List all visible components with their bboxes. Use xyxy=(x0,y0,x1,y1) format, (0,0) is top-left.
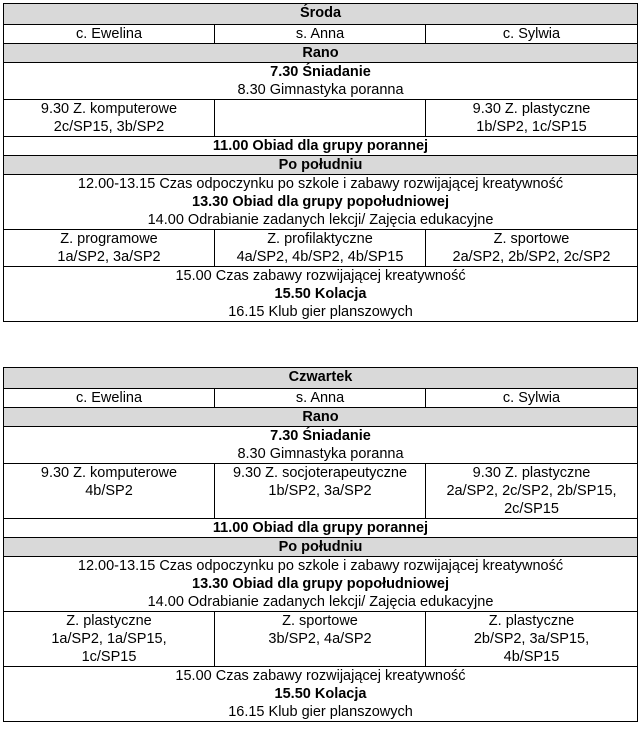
afternoon-class-2 xyxy=(215,230,426,267)
class-name: Z. programowe xyxy=(60,231,158,247)
day-title: Czwartek xyxy=(4,368,638,389)
class-groups: 1b/SP2, 3a/SP2 xyxy=(268,483,372,499)
afternoon-class-3 xyxy=(426,612,638,667)
class-groups: 4a/SP2, 4b/SP2, 4b/SP15 xyxy=(236,249,404,265)
afternoon-class-1 xyxy=(4,612,215,667)
lunch-afternoon-text: 13.30 Obiad dla grupy popołudniowej xyxy=(192,194,449,210)
play-text: 15.00 Czas zabawy rozwijającej kreatywność xyxy=(175,668,466,684)
teacher-2: s. Anna xyxy=(215,25,426,44)
class-groups: 2a/SP2, 2c/SP2, 2b/SP15, xyxy=(446,483,617,499)
afternoon-routine xyxy=(4,557,638,612)
gym-text: 8.30 Gimnastyka poranna xyxy=(237,446,404,462)
section-morning: Rano xyxy=(4,408,638,427)
class-name: 9.30 Z. plastyczne xyxy=(472,101,591,117)
class-groups: 4b/SP2 xyxy=(85,483,133,499)
teacher-3: c. Sylwia xyxy=(426,389,638,408)
morning-routine xyxy=(4,427,638,464)
afternoon-class-1 xyxy=(4,230,215,267)
evening-routine xyxy=(4,267,638,322)
afternoon-routine xyxy=(4,175,638,230)
lunch-morning: 11.00 Obiad dla grupy porannej xyxy=(4,137,638,156)
play-text: 15.00 Czas zabawy rozwijającej kreatywność xyxy=(175,268,466,284)
lunch-morning: 11.00 Obiad dla grupy porannej xyxy=(4,519,638,538)
morning-class-1 xyxy=(4,100,215,137)
homework-text: 14.00 Odrabianie zadanych lekcji/ Zajęcia edukacyjne xyxy=(147,212,494,228)
class-name: Z. plastyczne xyxy=(488,613,575,629)
class-groups: 1a/SP2, 3a/SP2 xyxy=(57,249,161,265)
class-groups: 2b/SP2, 3a/SP15, xyxy=(473,631,590,647)
class-name: Z. sportowe xyxy=(282,613,358,629)
gym-text: 8.30 Gimnastyka poranna xyxy=(237,82,404,98)
day-title: Środa xyxy=(4,4,638,25)
teacher-1: c. Ewelina xyxy=(4,389,215,408)
supper-text: 15.50 Kolacja xyxy=(274,286,367,302)
class-groups: 3b/SP2, 4a/SP2 xyxy=(268,631,372,647)
afternoon-class-2 xyxy=(215,612,426,667)
morning-class-3 xyxy=(426,100,638,137)
class-groups-cont: 2c/SP15 xyxy=(504,501,559,517)
breakfast-text: 7.30 Śniadanie xyxy=(270,428,371,444)
class-groups: 2c/SP15, 3b/SP2 xyxy=(53,119,165,135)
morning-class-2 xyxy=(215,464,426,519)
rest-text: 12.00-13.15 Czas odpoczynku po szkole i zabawy rozwijającej kreatywność xyxy=(77,558,564,574)
class-groups: 1a/SP2, 1a/SP15, xyxy=(51,631,167,647)
teacher-2: s. Anna xyxy=(215,389,426,408)
class-groups: 2a/SP2, 2b/SP2, 2c/SP2 xyxy=(452,249,611,265)
class-groups-cont: 1c/SP15 xyxy=(81,649,137,665)
class-groups: 1b/SP2, 1c/SP15 xyxy=(476,119,587,135)
teacher-1: c. Ewelina xyxy=(4,25,215,44)
class-name: 9.30 Z. socjoterapeutyczne xyxy=(232,465,408,481)
supper-text: 15.50 Kolacja xyxy=(274,686,367,702)
schedule-table-wednesday xyxy=(3,3,638,322)
class-groups-cont: 4b/SP15 xyxy=(503,649,560,665)
section-afternoon: Po południu xyxy=(4,538,638,557)
teacher-3: c. Sylwia xyxy=(426,25,638,44)
evening-routine xyxy=(4,667,638,722)
morning-class-3 xyxy=(426,464,638,519)
class-name: Z. profilaktyczne xyxy=(267,231,373,247)
morning-class-2 xyxy=(215,100,426,137)
lunch-afternoon-text: 13.30 Obiad dla grupy popołudniowej xyxy=(192,576,449,592)
class-name: 9.30 Z. plastyczne xyxy=(472,465,591,481)
morning-class-1 xyxy=(4,464,215,519)
afternoon-class-3 xyxy=(426,230,638,267)
section-afternoon: Po południu xyxy=(4,156,638,175)
rest-text: 12.00-13.15 Czas odpoczynku po szkole i zabawy rozwijającej kreatywność xyxy=(77,176,564,192)
class-name: Z. sportowe xyxy=(493,231,570,247)
class-name: Z. plastyczne xyxy=(66,613,152,629)
section-morning: Rano xyxy=(4,44,638,63)
club-text: 16.15 Klub gier planszowych xyxy=(228,704,413,720)
class-name: 9.30 Z. komputerowe xyxy=(40,465,178,481)
morning-routine xyxy=(4,63,638,100)
schedule-table-thursday xyxy=(3,367,638,722)
breakfast-text: 7.30 Śniadanie xyxy=(270,64,371,80)
club-text: 16.15 Klub gier planszowych xyxy=(228,304,413,320)
homework-text: 14.00 Odrabianie zadanych lekcji/ Zajęcia edukacyjne xyxy=(147,594,494,610)
class-name: 9.30 Z. komputerowe xyxy=(40,101,178,117)
